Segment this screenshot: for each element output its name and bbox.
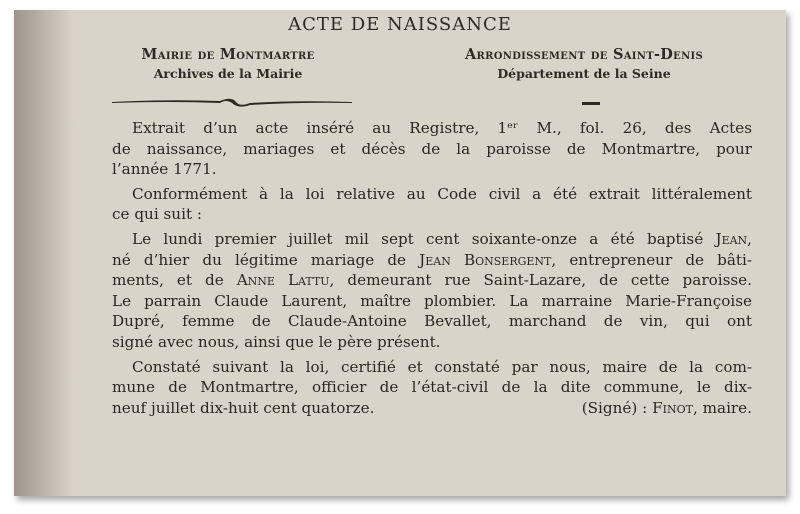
issuer-name: Mairie de Montmartre: [141, 46, 315, 63]
mayor-name: Finot,: [652, 398, 698, 417]
document-body: [112, 118, 752, 422]
document-page: [14, 10, 786, 496]
text-line: mune de Montmartre, officier de l’état-civil de la dite commune, le dix-: [112, 378, 752, 397]
text-line: Dupré, femme de Claude-Antoine Bevallet, marchand de vin, qui ont: [112, 312, 752, 331]
text-line: né d’hier du légitime mariage de Jean Bonsergent, entrepreneur de bâti-: [112, 250, 753, 269]
text-line: Extrait d’un acte inséré au Registre, 1ᵉʳ M., fol. 26, des Actes: [132, 119, 752, 137]
paragraph-baptism: [112, 229, 752, 353]
text-line: l’année 1771.: [112, 160, 217, 179]
paragraph-attestation: [112, 357, 752, 419]
text-line: Le lundi premier juillet mil sept cent soixante-onze a été baptisé Jean,: [132, 229, 752, 248]
issuer-subtitle: Archives de la Mairie: [153, 66, 303, 81]
issuer-block: [108, 46, 348, 81]
text-line: neuf juillet dix-huit cent quatorze. (Signé) : Finot, maire.: [112, 398, 752, 417]
text-line: ments, et de Anne Lattu, demeurant rue Saint-Lazare, de cette paroisse.: [112, 271, 752, 290]
text-line: de naissance, mariages et décès de la paroisse de Montmartre, pour: [112, 139, 752, 158]
divider-dash: [582, 102, 600, 105]
text-line: Conformément à la loi relative au Code civil a été extrait littéralement: [132, 184, 752, 203]
ornament-divider-icon: [110, 94, 354, 110]
district-name: Arrondissement de Saint-Denis: [464, 46, 704, 63]
paragraph-conformity: [112, 184, 752, 225]
text-line: signé avec nous, ainsi que le père présent.: [112, 332, 441, 351]
text-line: ce qui suit :: [112, 205, 202, 224]
text-line: Le parrain Claude Laurent, maître plombier. La marraine Marie-Françoise: [112, 291, 752, 310]
text-line: Constaté suivant la loi, certifié et constaté par nous, maire de la com-: [132, 357, 752, 376]
district-block: [454, 46, 714, 81]
paragraph-extract: [112, 118, 752, 180]
document-title: ACTE DE NAISSANCE: [288, 14, 512, 35]
signature: (Signé) : Finot, maire.: [581, 398, 752, 417]
mother-name: Anne Lattu,: [236, 271, 335, 290]
father-name: Jean Bonsergent,: [419, 250, 557, 269]
department-name: Département de la Seine: [497, 66, 671, 81]
child-name: Jean,: [715, 229, 752, 248]
